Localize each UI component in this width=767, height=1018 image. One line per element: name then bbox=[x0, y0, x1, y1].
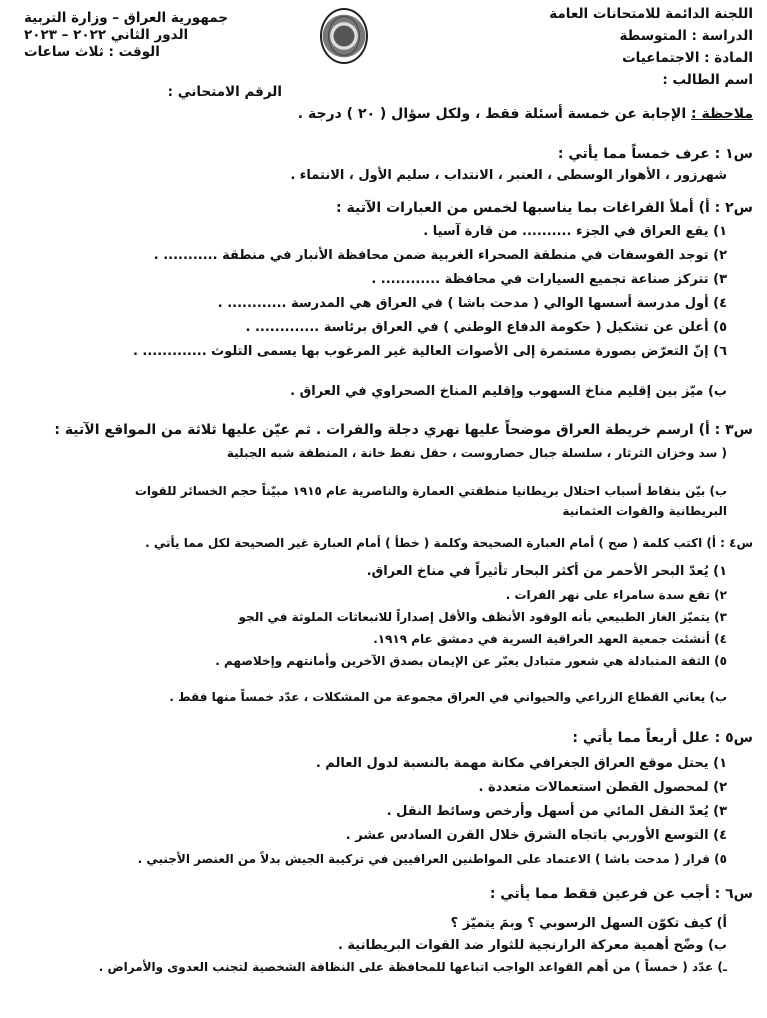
republic-ministry: جمهورية العراق – وزارة التربية bbox=[24, 10, 229, 26]
q5-title: س٥ : علل أربعاً مما يأتي : bbox=[572, 730, 753, 746]
q5-item-5: ٥) قرار ( مدحت باشا ) الاعتماد على المواطنين العراقيين في تركيبة الجيش بدلاً من العنصر الأجنبي . bbox=[137, 852, 727, 866]
q5-item-2: ٢) لمحصول القطن استعمالات متعددة . bbox=[478, 780, 727, 795]
stage-label: الدراسة : المتوسطة bbox=[619, 28, 753, 44]
q1-terms: شهرزور ، الأهوار الوسطى ، العنبر ، الانتداب ، سليم الأول ، الانتماء . bbox=[290, 168, 727, 183]
exam-time: الوقت : ثلاث ساعات bbox=[24, 44, 160, 60]
q5-item-1: ١) يحتل موقع العراق الجغرافي مكانة مهمة بالنسبة لدول العالم . bbox=[315, 756, 727, 771]
note-label: ملاحظة : bbox=[691, 106, 753, 122]
q4-title: س٤ : أ) اكتب كلمة ( صح ) أمام العبارة الصحيحة وكلمة ( خطأ ) أمام العبارة غير الصحيحة لكل مما يأتي . bbox=[145, 536, 753, 550]
q2-item-3: ٣) تتركز صناعة تجميع السيارات في محافظة ............ . bbox=[371, 272, 727, 287]
committee-title: اللجنة الدائمة للامتحانات العامة bbox=[549, 6, 753, 22]
q1-title: س١ : عرف خمساً مما يأتي : bbox=[557, 146, 753, 162]
q2-item-1: ١) يقع العراق في الجزء .......... من قارة آسيا . bbox=[423, 224, 727, 239]
exam-round: الدور الثاني ٢٠٢٢ – ٢٠٢٣ bbox=[24, 27, 189, 43]
q5-item-3: ٣) يُعدّ النقل المائي من أسهل وأرخص وسائط النقل . bbox=[386, 804, 727, 819]
q6-item-b: ب) وضّح أهمية معركة الرارنجية للثوار ضد القوات البريطانية . bbox=[337, 938, 727, 953]
q3-part-b-line1: ب) بيّن بنقاط أسباب احتلال بريطانيا منطقتي العمارة والناصرية عام ١٩١٥ مبيّناً حجم الخسائر للقوات bbox=[134, 484, 727, 498]
q2-item-2: ٢) توجد الفوسفات في منطقة الصحراء الغربية ضمن محافظة الأنبار في منطقة ........... . bbox=[153, 248, 727, 263]
q3-title: س٣ : أ) ارسم خريطة العراق موضحاً عليها نهري دجلة والفرات . ثم عيّن عليها ثلاثة من المواقع الآتية : bbox=[54, 422, 753, 438]
q4-item-3: ٣) يتميّز الغاز الطبيعي بأنه الوقود الأنظف والأقل إصداراً للانبعاثات الملوثة في الجو bbox=[238, 610, 727, 624]
q4-item-4: ٤) أنشئت جمعية العهد العراقية السرية في دمشق عام ١٩١٩. bbox=[373, 632, 727, 646]
q2-item-4: ٤) أول مدرسة أسسها الوالي ( مدحت باشا ) في العراق هي المدرسة ............ . bbox=[217, 296, 727, 311]
q4-item-2: ٢) تقع سدة سامراء على نهر الفرات . bbox=[505, 588, 727, 602]
q4-item-1: ١) يُعدّ البحر الأحمر من أكثر البحار تأثيراً في مناخ العراق. bbox=[366, 564, 727, 579]
iraq-emblem-seal-icon bbox=[320, 8, 368, 64]
subject-label: المادة : الاجتماعيات bbox=[622, 50, 753, 66]
q4-item-5: ٥) الثقة المتبادلة هي شعور متبادل يعبّر عن الإيمان بصدق الآخرين وأمانتهم وإخلاصهم . bbox=[215, 654, 727, 668]
note-text: الإجابة عن خمسة أسئلة فقط ، ولكل سؤال ( ٢٠ ) درجة . bbox=[297, 106, 687, 122]
q6-item-a: أ) كيف تكوّن السهل الرسوبي ؟ وبمَ يتميّز ؟ bbox=[450, 916, 727, 931]
exam-number-label: الرقم الامتحاني : bbox=[167, 84, 282, 100]
q5-item-4: ٤) التوسع الأوربي باتجاه الشرق خلال القرن السادس عشر . bbox=[345, 828, 727, 843]
q6-title: س٦ : أجب عن فرعين فقط مما يأتي : bbox=[489, 886, 753, 902]
q2-item-6: ٦) إنّ التعرّض بصورة مستمرة إلى الأصوات العالية غير المرغوب بها يسمى التلوث ............. . bbox=[132, 344, 727, 359]
q6-item-c: ـ) عدّد ( خمساً ) من أهم القواعد الواجب اتباعها للمحافظة على النظافة الشخصية لتجنب العدوى والأمراض . bbox=[98, 960, 727, 974]
instructions-note bbox=[298, 106, 753, 122]
student-name-label: اسم الطالب : bbox=[662, 72, 753, 88]
q4-part-b: ب) يعاني القطاع الزراعي والحيواني في العراق مجموعة من المشكلات ، عدّد خمساً منها فقط . bbox=[169, 690, 727, 704]
q2-part-b: ب) ميّز بين إقليم مناخ السهوب وإقليم المناخ الصحراوي في العراق . bbox=[290, 384, 727, 399]
q3-sites: ( سد وخزان الثرثار ، سلسلة جبال حصاروست ، حقل نفط خانة ، المنطقة شبه الجبلية bbox=[226, 446, 727, 460]
q2-title: س٢ : أ) أملأ الفراغات بما يناسبها لخمس من العبارات الآتية : bbox=[336, 200, 753, 216]
q3-part-b-line2: البريطانية والقوات العثمانية bbox=[562, 504, 727, 518]
q2-item-5: ٥) أعلن عن تشكيل ( حكومة الدفاع الوطني ) في العراق برئاسة ............. . bbox=[245, 320, 727, 335]
